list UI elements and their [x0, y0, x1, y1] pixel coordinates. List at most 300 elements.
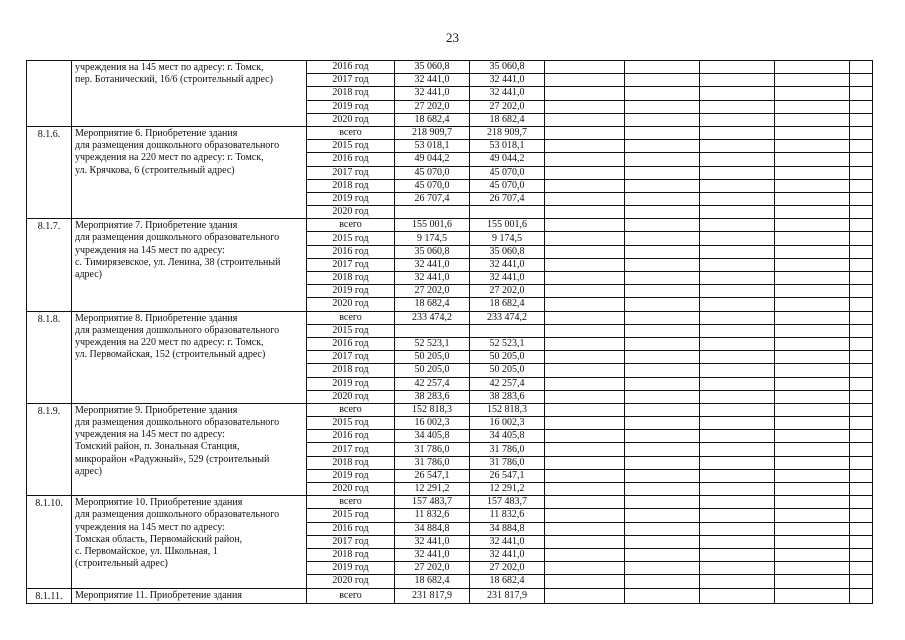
description-line: с. Тимирязевское, ул. Ленина, 38 (строительный [75, 256, 281, 268]
empty-cell [850, 140, 873, 153]
value-cell-1: 12 291,2 [395, 483, 470, 496]
period-cell: 2018 год [307, 456, 395, 469]
empty-cell [545, 456, 625, 469]
value-cell-2: 34 405,8 [470, 430, 545, 443]
value-cell-1: 38 283,6 [395, 390, 470, 403]
empty-cell [545, 483, 625, 496]
value-cell-1 [395, 206, 470, 219]
empty-cell [625, 522, 700, 535]
description-line: Томский район, п. Зональная Станция, [75, 441, 240, 453]
empty-cell [850, 535, 873, 548]
empty-cell [850, 100, 873, 113]
empty-cell [775, 232, 850, 245]
empty-cell [775, 179, 850, 192]
empty-cell [625, 469, 700, 482]
empty-cell [545, 192, 625, 205]
value-cell-2: 27 202,0 [470, 562, 545, 575]
description-line: ул. Крячкова, 6 (строительный адрес) [75, 164, 235, 176]
value-cell-2: 27 202,0 [470, 100, 545, 113]
period-cell: 2020 год [307, 483, 395, 496]
value-cell-2: 50 205,0 [470, 351, 545, 364]
description-line: Томская область, Первомайский район, [75, 533, 243, 545]
value-cell-2: 53 018,1 [470, 140, 545, 153]
period-cell: 2015 год [307, 324, 395, 337]
value-cell-2: 157 483,7 [470, 496, 545, 509]
empty-cell [545, 469, 625, 482]
value-cell-2: 18 682,4 [470, 298, 545, 311]
empty-cell [850, 522, 873, 535]
period-cell: 2018 год [307, 87, 395, 100]
empty-cell [545, 113, 625, 126]
empty-cell [850, 272, 873, 285]
value-cell-2: 42 257,4 [470, 377, 545, 390]
empty-cell [850, 324, 873, 337]
value-cell-2: 31 786,0 [470, 456, 545, 469]
period-cell: 2017 год [307, 351, 395, 364]
period-cell: 2019 год [307, 285, 395, 298]
value-cell-1: 52 523,1 [395, 337, 470, 350]
empty-cell [850, 87, 873, 100]
period-cell: 2019 год [307, 100, 395, 113]
empty-cell [775, 562, 850, 575]
empty-cell [775, 390, 850, 403]
empty-cell [625, 364, 700, 377]
description-line: ул. Первомайская, 152 (строительный адрес) [75, 349, 266, 361]
empty-cell [700, 61, 775, 74]
empty-cell [775, 575, 850, 588]
value-cell-2: 45 070,0 [470, 179, 545, 192]
period-cell: 2016 год [307, 245, 395, 258]
period-cell: 2016 год [307, 61, 395, 74]
empty-cell [625, 285, 700, 298]
empty-cell [850, 179, 873, 192]
empty-cell [775, 588, 850, 603]
empty-cell [775, 509, 850, 522]
empty-cell [850, 61, 873, 74]
value-cell-2: 16 002,3 [470, 417, 545, 430]
period-cell: 2020 год [307, 575, 395, 588]
item-description [72, 126, 307, 218]
period-cell: всего [307, 403, 395, 416]
empty-cell [545, 337, 625, 350]
period-cell: 2019 год [307, 469, 395, 482]
empty-cell [700, 469, 775, 482]
description-line: Мероприятие 7. Приобретение здания [75, 220, 238, 232]
empty-cell [700, 298, 775, 311]
empty-cell [850, 311, 873, 324]
value-cell-2: 12 291,2 [470, 483, 545, 496]
empty-cell [625, 562, 700, 575]
description-line: с. Первомайское, ул. Школьная, 1 [75, 546, 218, 557]
value-cell-2: 233 474,2 [470, 311, 545, 324]
value-cell-2: 38 283,6 [470, 390, 545, 403]
empty-cell [700, 377, 775, 390]
empty-cell [545, 232, 625, 245]
value-cell-2: 27 202,0 [470, 285, 545, 298]
value-cell-2: 35 060,8 [470, 61, 545, 74]
empty-cell [850, 509, 873, 522]
empty-cell [625, 443, 700, 456]
empty-cell [700, 535, 775, 548]
empty-cell [700, 390, 775, 403]
description-line: для размещения дошкольного образовательного [75, 324, 280, 336]
empty-cell [700, 153, 775, 166]
period-cell: всего [307, 219, 395, 232]
period-cell: 2018 год [307, 364, 395, 377]
empty-cell [850, 430, 873, 443]
value-cell-1: 9 174,5 [395, 232, 470, 245]
empty-cell [850, 417, 873, 430]
item-description [72, 588, 307, 603]
empty-cell [545, 496, 625, 509]
empty-cell [775, 87, 850, 100]
empty-cell [545, 390, 625, 403]
empty-cell [700, 403, 775, 416]
empty-cell [700, 351, 775, 364]
value-cell-1: 50 205,0 [395, 351, 470, 364]
table-row [27, 496, 873, 509]
empty-cell [775, 377, 850, 390]
empty-cell [700, 364, 775, 377]
empty-cell [700, 311, 775, 324]
empty-cell [700, 562, 775, 575]
period-cell: 2019 год [307, 562, 395, 575]
empty-cell [625, 166, 700, 179]
empty-cell [700, 232, 775, 245]
value-cell-2: 32 441,0 [470, 548, 545, 561]
period-cell: 2017 год [307, 166, 395, 179]
empty-cell [775, 364, 850, 377]
value-cell-2: 18 682,4 [470, 575, 545, 588]
value-cell-1: 32 441,0 [395, 548, 470, 561]
value-cell-2: 32 441,0 [470, 272, 545, 285]
empty-cell [700, 179, 775, 192]
value-cell-2: 155 001,6 [470, 219, 545, 232]
item-description [72, 61, 307, 127]
table-row [27, 588, 873, 603]
empty-cell [625, 74, 700, 87]
empty-cell [700, 443, 775, 456]
value-cell-1: 50 205,0 [395, 364, 470, 377]
empty-cell [775, 351, 850, 364]
value-cell-1: 53 018,1 [395, 140, 470, 153]
period-cell: 2017 год [307, 443, 395, 456]
value-cell-2: 32 441,0 [470, 258, 545, 271]
empty-cell [545, 166, 625, 179]
empty-cell [545, 535, 625, 548]
empty-cell [850, 206, 873, 219]
empty-cell [625, 100, 700, 113]
description-line: пер. Ботанический, 16/6 (строительный адрес) [75, 74, 273, 86]
empty-cell [545, 285, 625, 298]
value-cell-2 [470, 324, 545, 337]
empty-cell [775, 113, 850, 126]
empty-cell [850, 496, 873, 509]
empty-cell [775, 219, 850, 232]
empty-cell [545, 153, 625, 166]
value-cell-1: 231 817,9 [395, 588, 470, 603]
item-number: 8.1.11. [27, 588, 72, 603]
empty-cell [775, 258, 850, 271]
empty-cell [850, 403, 873, 416]
item-number [27, 61, 72, 127]
value-cell-2: 11 832,6 [470, 509, 545, 522]
empty-cell [545, 377, 625, 390]
period-cell: 2015 год [307, 232, 395, 245]
empty-cell [625, 403, 700, 416]
value-cell-1: 16 002,3 [395, 417, 470, 430]
empty-cell [850, 298, 873, 311]
item-number: 8.1.7. [27, 219, 72, 311]
empty-cell [545, 206, 625, 219]
empty-cell [850, 192, 873, 205]
value-cell-1: 27 202,0 [395, 285, 470, 298]
empty-cell [545, 298, 625, 311]
empty-cell [775, 61, 850, 74]
description-line: учреждения на 220 мест по адресу: г. Томск, [75, 336, 264, 348]
empty-cell [775, 298, 850, 311]
period-cell: 2016 год [307, 337, 395, 350]
value-cell-2: 45 070,0 [470, 166, 545, 179]
value-cell-1: 49 044,2 [395, 153, 470, 166]
empty-cell [700, 588, 775, 603]
item-number: 8.1.10. [27, 496, 72, 588]
value-cell-2: 35 060,8 [470, 245, 545, 258]
empty-cell [775, 206, 850, 219]
table-row [27, 61, 873, 74]
empty-cell [700, 522, 775, 535]
empty-cell [700, 285, 775, 298]
empty-cell [545, 61, 625, 74]
value-cell-1: 157 483,7 [395, 496, 470, 509]
empty-cell [850, 74, 873, 87]
value-cell-2: 31 786,0 [470, 443, 545, 456]
empty-cell [625, 430, 700, 443]
value-cell-2: 52 523,1 [470, 337, 545, 350]
empty-cell [625, 87, 700, 100]
value-cell-2: 218 909,7 [470, 126, 545, 139]
empty-cell [625, 337, 700, 350]
empty-cell [625, 496, 700, 509]
table-row [27, 311, 873, 324]
value-cell-1: 233 474,2 [395, 311, 470, 324]
empty-cell [850, 390, 873, 403]
empty-cell [850, 166, 873, 179]
empty-cell [625, 311, 700, 324]
empty-cell [850, 443, 873, 456]
empty-cell [775, 469, 850, 482]
empty-cell [700, 206, 775, 219]
empty-cell [850, 483, 873, 496]
value-cell-1: 32 441,0 [395, 258, 470, 271]
value-cell-1: 27 202,0 [395, 100, 470, 113]
period-cell: 2016 год [307, 430, 395, 443]
empty-cell [850, 351, 873, 364]
empty-cell [775, 324, 850, 337]
description-line: учреждения на 145 мест по адресу: [75, 429, 225, 441]
empty-cell [545, 509, 625, 522]
empty-cell [775, 285, 850, 298]
empty-cell [850, 219, 873, 232]
empty-cell [625, 126, 700, 139]
empty-cell [625, 548, 700, 561]
value-cell-2: 26 707,4 [470, 192, 545, 205]
value-cell-1: 45 070,0 [395, 179, 470, 192]
empty-cell [850, 232, 873, 245]
empty-cell [545, 588, 625, 603]
empty-cell [700, 140, 775, 153]
empty-cell [545, 324, 625, 337]
empty-cell [700, 456, 775, 469]
empty-cell [545, 443, 625, 456]
value-cell-2: 32 441,0 [470, 87, 545, 100]
empty-cell [700, 430, 775, 443]
value-cell-1: 31 786,0 [395, 443, 470, 456]
empty-cell [775, 140, 850, 153]
empty-cell [850, 258, 873, 271]
value-cell-1: 35 060,8 [395, 61, 470, 74]
period-cell: 2017 год [307, 74, 395, 87]
empty-cell [545, 548, 625, 561]
description-line: учреждения на 220 мест по адресу: г. Томск, [75, 152, 264, 164]
empty-cell [625, 258, 700, 271]
empty-cell [625, 219, 700, 232]
empty-cell [625, 535, 700, 548]
empty-cell [850, 153, 873, 166]
description-line: учреждения на 145 мест по адресу: [75, 521, 225, 533]
value-cell-1: 31 786,0 [395, 456, 470, 469]
empty-cell [700, 509, 775, 522]
empty-cell [625, 298, 700, 311]
empty-cell [850, 245, 873, 258]
value-cell-1: 32 441,0 [395, 272, 470, 285]
item-description [72, 219, 307, 311]
period-cell: 2020 год [307, 390, 395, 403]
table-body [27, 61, 873, 604]
empty-cell [775, 192, 850, 205]
item-description [72, 496, 307, 588]
period-cell: 2020 год [307, 206, 395, 219]
empty-cell [545, 311, 625, 324]
empty-cell [775, 100, 850, 113]
value-cell-1: 18 682,4 [395, 113, 470, 126]
value-cell-1: 27 202,0 [395, 562, 470, 575]
empty-cell [850, 126, 873, 139]
empty-cell [625, 324, 700, 337]
period-cell: 2020 год [307, 113, 395, 126]
empty-cell [700, 245, 775, 258]
empty-cell [545, 272, 625, 285]
empty-cell [545, 258, 625, 271]
empty-cell [775, 496, 850, 509]
empty-cell [625, 351, 700, 364]
item-number: 8.1.8. [27, 311, 72, 403]
empty-cell [545, 179, 625, 192]
table-row [27, 219, 873, 232]
value-cell-1: 42 257,4 [395, 377, 470, 390]
value-cell-2: 50 205,0 [470, 364, 545, 377]
empty-cell [775, 483, 850, 496]
empty-cell [700, 324, 775, 337]
budget-table [26, 60, 873, 604]
empty-cell [625, 206, 700, 219]
page-number: 23 [446, 30, 459, 45]
empty-cell [625, 456, 700, 469]
empty-cell [625, 153, 700, 166]
item-description [72, 403, 307, 495]
empty-cell [625, 575, 700, 588]
description-line: адрес) [75, 465, 102, 477]
period-cell: 2018 год [307, 179, 395, 192]
empty-cell [700, 166, 775, 179]
description-line: (строительный адрес) [75, 558, 168, 570]
empty-cell [545, 417, 625, 430]
empty-cell [625, 192, 700, 205]
empty-cell [625, 377, 700, 390]
value-cell-1: 155 001,6 [395, 219, 470, 232]
empty-cell [625, 483, 700, 496]
empty-cell [850, 364, 873, 377]
description-line: учреждения на 145 мест по адресу: [75, 244, 225, 256]
value-cell-1: 218 909,7 [395, 126, 470, 139]
empty-cell [775, 126, 850, 139]
value-cell-1: 35 060,8 [395, 245, 470, 258]
value-cell-1: 11 832,6 [395, 509, 470, 522]
value-cell-2: 49 044,2 [470, 153, 545, 166]
description-line: адрес) [75, 269, 102, 281]
empty-cell [775, 522, 850, 535]
empty-cell [850, 575, 873, 588]
value-cell-2: 231 817,9 [470, 588, 545, 603]
value-cell-1: 18 682,4 [395, 575, 470, 588]
value-cell-1: 32 441,0 [395, 535, 470, 548]
empty-cell [775, 535, 850, 548]
period-cell: 2019 год [307, 192, 395, 205]
value-cell-2: 34 884,8 [470, 522, 545, 535]
value-cell-1: 34 884,8 [395, 522, 470, 535]
empty-cell [700, 496, 775, 509]
value-cell-1: 26 547,1 [395, 469, 470, 482]
empty-cell [700, 337, 775, 350]
value-cell-1: 45 070,0 [395, 166, 470, 179]
empty-cell [545, 403, 625, 416]
empty-cell [625, 509, 700, 522]
value-cell-2: 152 818,3 [470, 403, 545, 416]
empty-cell [775, 272, 850, 285]
period-cell: 2017 год [307, 535, 395, 548]
empty-cell [775, 456, 850, 469]
empty-cell [700, 192, 775, 205]
table-row [27, 126, 873, 139]
empty-cell [700, 272, 775, 285]
period-cell: 2017 год [307, 258, 395, 271]
empty-cell [625, 417, 700, 430]
period-cell: 2019 год [307, 377, 395, 390]
description-line: Мероприятие 8. Приобретение здания [75, 312, 238, 324]
empty-cell [545, 87, 625, 100]
empty-cell [545, 575, 625, 588]
empty-cell [700, 100, 775, 113]
period-cell: 2018 год [307, 548, 395, 561]
description-line: Мероприятие 10. Приобретение здания [75, 497, 243, 509]
description-line: Мероприятие 11. Приобретение здания [75, 589, 242, 601]
empty-cell [850, 469, 873, 482]
empty-cell [545, 430, 625, 443]
empty-cell [700, 483, 775, 496]
empty-cell [775, 548, 850, 561]
empty-cell [775, 337, 850, 350]
empty-cell [775, 403, 850, 416]
